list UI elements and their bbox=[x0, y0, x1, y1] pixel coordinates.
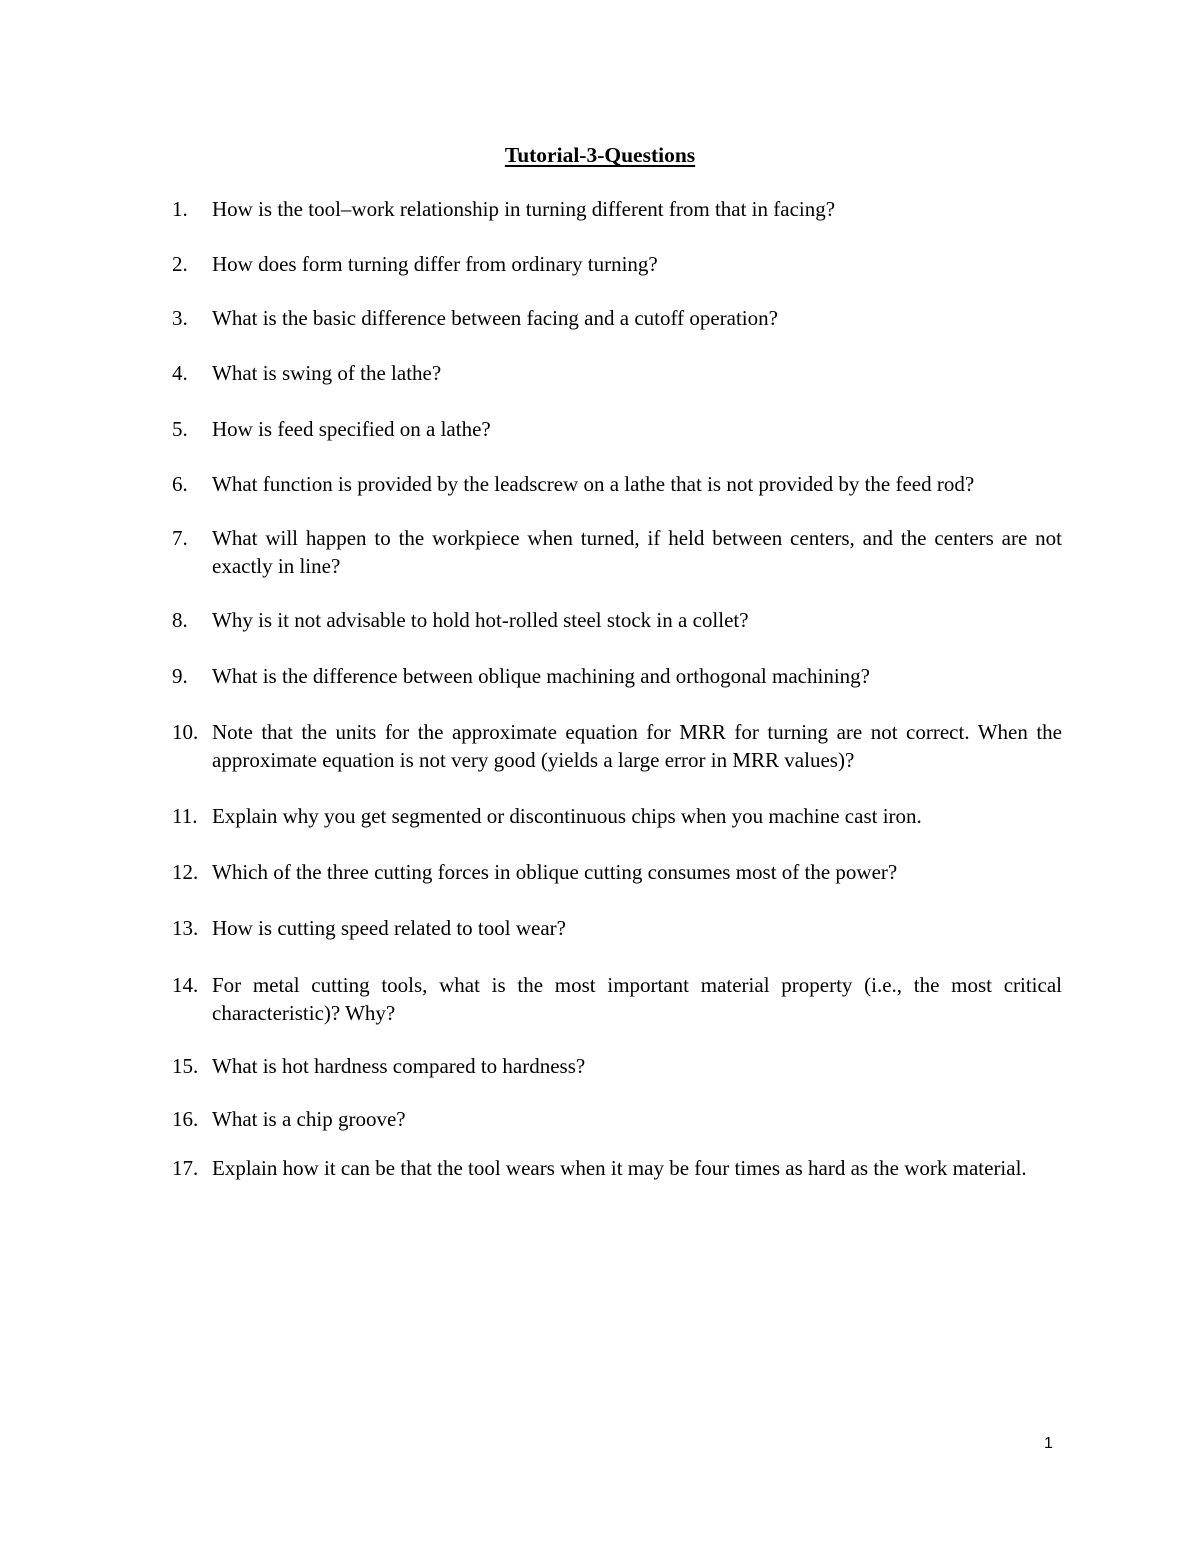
question-text: What is the basic difference between facing and a cutoff operation? bbox=[212, 306, 778, 330]
question-item bbox=[172, 1105, 1062, 1133]
question-item bbox=[172, 662, 1062, 690]
question-item bbox=[172, 304, 1062, 332]
question-item bbox=[172, 606, 1062, 634]
question-text: Why is it not advisable to hold hot-rolled steel stock in a collet? bbox=[212, 608, 749, 632]
question-number: 6. bbox=[172, 472, 188, 496]
question-item bbox=[172, 914, 1062, 942]
question-item bbox=[172, 250, 1062, 278]
question-item bbox=[172, 195, 1062, 223]
question-text: How is the tool–work relationship in turning different from that in facing? bbox=[212, 197, 836, 221]
question-item bbox=[172, 971, 1062, 1027]
question-text: What is the difference between oblique machining and orthogonal machining? bbox=[212, 664, 870, 688]
question-text: What is swing of the lathe? bbox=[212, 361, 442, 385]
question-number: 11. bbox=[172, 804, 198, 828]
question-item bbox=[172, 718, 1062, 774]
question-text: What is hot hardness compared to hardness? bbox=[212, 1054, 586, 1078]
question-number: 10. bbox=[172, 720, 199, 744]
question-text: How does form turning differ from ordinary turning? bbox=[212, 252, 658, 276]
question-item bbox=[172, 1154, 1062, 1182]
question-number: 15. bbox=[172, 1054, 199, 1078]
question-number: 3. bbox=[172, 306, 188, 330]
question-item bbox=[172, 802, 1062, 830]
question-text: How is cutting speed related to tool wear? bbox=[212, 916, 566, 940]
page-title: Tutorial-3-Questions bbox=[504, 143, 696, 167]
question-item bbox=[172, 858, 1062, 886]
question-number: 8. bbox=[172, 608, 188, 632]
question-item bbox=[172, 1052, 1062, 1080]
question-number: 17. bbox=[172, 1156, 199, 1180]
question-text: How is feed specified on a lathe? bbox=[212, 417, 491, 441]
question-text: Explain how it can be that the tool wears when it may be four times as hard as the work material. bbox=[212, 1156, 1027, 1180]
question-number: 5. bbox=[172, 417, 188, 441]
question-number: 9. bbox=[172, 664, 188, 688]
page-number: 1 bbox=[1044, 1435, 1053, 1452]
question-text: Note that the units for the approximate equation for MRR for turning are not correct. When the approximate equation is not very good (yields a large error in MRR values)? bbox=[212, 720, 1062, 772]
question-text: What is a chip groove? bbox=[212, 1107, 406, 1131]
question-text: For metal cutting tools, what is the most important material property (i.e., the most critical characteristic)? Why? bbox=[212, 973, 1062, 1025]
question-text: Which of the three cutting forces in oblique cutting consumes most of the power? bbox=[212, 860, 898, 884]
question-number: 16. bbox=[172, 1107, 199, 1131]
question-text: Explain why you get segmented or discontinuous chips when you machine cast iron. bbox=[212, 804, 922, 828]
question-number: 12. bbox=[172, 860, 199, 884]
question-number: 2. bbox=[172, 252, 188, 276]
question-number: 7. bbox=[172, 526, 188, 550]
question-text: What will happen to the workpiece when turned, if held between centers, and the centers are not exactly in line? bbox=[212, 526, 1062, 578]
question-number: 1. bbox=[172, 197, 188, 221]
question-item bbox=[172, 359, 1062, 387]
question-item bbox=[172, 470, 1062, 498]
question-item bbox=[172, 415, 1062, 443]
question-number: 13. bbox=[172, 916, 199, 940]
question-text: What function is provided by the leadscrew on a lathe that is not provided by the feed rod? bbox=[212, 472, 975, 496]
question-number: 4. bbox=[172, 361, 188, 385]
question-number: 14. bbox=[172, 973, 199, 997]
question-item bbox=[172, 524, 1062, 580]
